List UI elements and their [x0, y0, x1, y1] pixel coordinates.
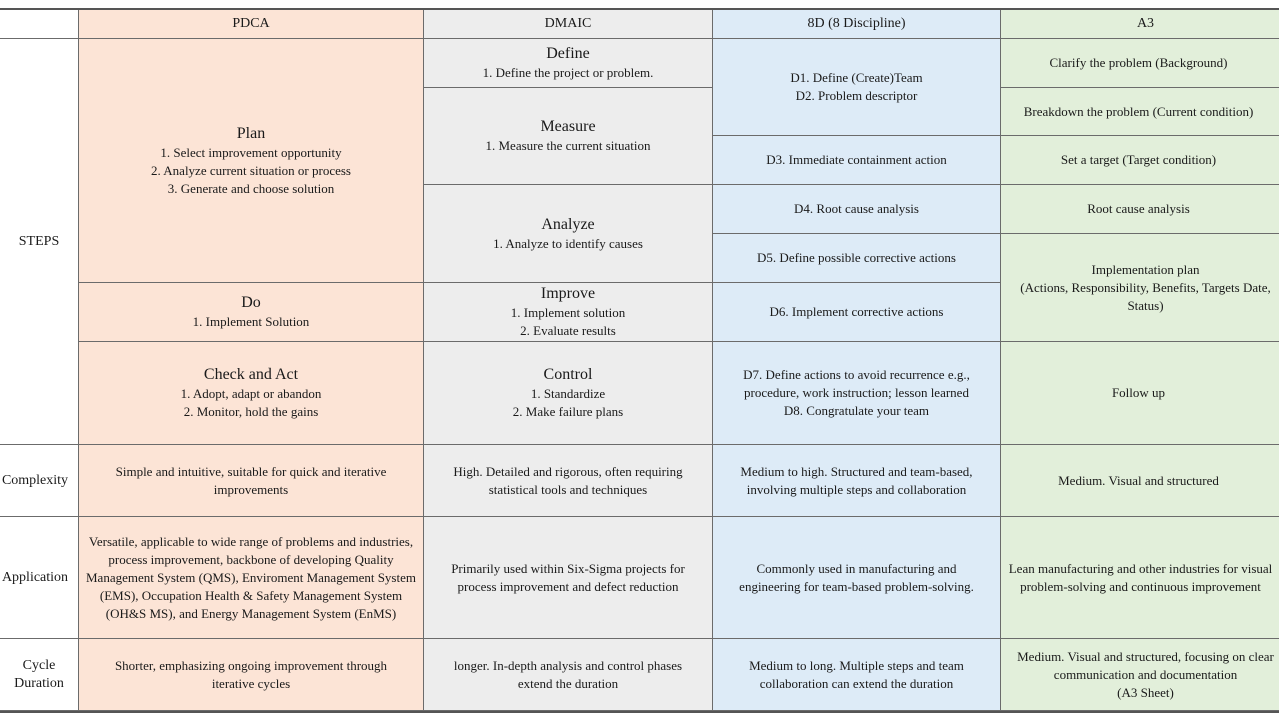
d8-d8: D8. Congratulate your team — [783, 403, 930, 418]
a3-implementation-detail: (Actions, Responsibility, Benefits, Targets Date, Status) — [1020, 279, 1271, 313]
d8-complexity: Medium to high. Structured and team-based, involving multiple steps and collaboration — [713, 445, 1001, 517]
dmaic-define — [424, 39, 713, 88]
header-corner — [0, 10, 79, 39]
d8-cycle-duration: Medium to long. Multiple steps and team collaboration can extend the duration — [713, 639, 1001, 711]
header-8d: 8D (8 Discipline) — [713, 10, 1001, 39]
pdca-check-act — [79, 342, 424, 445]
dmaic-improve — [424, 283, 713, 342]
a3-follow-up: Follow up — [1001, 342, 1279, 445]
a3-target: Set a target (Target condition) — [1001, 136, 1279, 185]
d8-d4: D4. Root cause analysis — [713, 185, 1001, 234]
dmaic-define-item: 1. Define the project or problem. — [482, 65, 654, 80]
d8-d5: D5. Define possible corrective actions — [713, 234, 1001, 283]
pdca-plan-item: 1. Select improvement opportunity — [160, 144, 342, 160]
pdca-check-item: 1. Adopt, adapt or abandon — [180, 386, 322, 401]
row-label-complexity: Complexity — [0, 445, 79, 517]
pdca-check-title: Check and Act — [203, 366, 299, 383]
pdca-check-item: 2. Monitor, hold the gains — [183, 404, 319, 419]
a3-root-cause: Root cause analysis — [1001, 185, 1279, 234]
a3-breakdown: Breakdown the problem (Current condition) — [1001, 88, 1279, 136]
pdca-plan — [79, 39, 424, 283]
a3-complexity: Medium. Visual and structured — [1001, 445, 1279, 517]
dmaic-cycle-duration: longer. In-depth analysis and control phases extend the duration — [424, 639, 713, 711]
a3-cycle-sheet: (A3 Sheet) — [1117, 684, 1174, 700]
d8-d6: D6. Implement corrective actions — [713, 283, 1001, 342]
dmaic-analyze — [424, 185, 713, 283]
row-label-cycle-duration — [0, 639, 79, 711]
row-label-cycle: Cycle — [22, 657, 56, 673]
a3-cycle-duration — [1001, 639, 1279, 711]
pdca-cycle-duration: Shorter, emphasizing ongoing improvement through iterative cycles — [79, 639, 424, 711]
dmaic-control — [424, 342, 713, 445]
dmaic-complexity: High. Detailed and rigorous, often requiring statistical tools and techniques — [424, 445, 713, 517]
dmaic-measure-item: 1. Measure the current situation — [485, 138, 651, 153]
a3-clarify: Clarify the problem (Background) — [1001, 39, 1279, 88]
dmaic-measure-title: Measure — [540, 118, 596, 135]
d8-application: Commonly used in manufacturing and engineering for team-based problem-solving. — [713, 517, 1001, 639]
a3-application: Lean manufacturing and other industries for visual problem-solving and continuous improvement — [1001, 517, 1279, 639]
pdca-do-item: 1. Implement Solution — [192, 314, 310, 329]
pdca-plan-item: 3. Generate and choose solution — [167, 180, 335, 196]
dmaic-measure — [424, 88, 713, 185]
pdca-application: Versatile, applicable to wide range of problems and industries, process improvement, backbone of developing Quality Management System (QMS), Enviroment Management System (EMS), Occupation Health & Safety Management System (OH&S MS), and Energy Management System (EnMS) — [79, 517, 424, 639]
header-pdca: PDCA — [79, 10, 424, 39]
table-bottom-border — [0, 711, 1279, 713]
pdca-do-title: Do — [241, 294, 261, 311]
a3-cycle-text: Medium. Visual and structured, focusing on clear communication and documentation — [1017, 648, 1274, 682]
row-label-duration: Duration — [14, 675, 64, 691]
d8-d7-d8 — [713, 342, 1001, 445]
header-dmaic: DMAIC — [424, 10, 713, 39]
d8-d1: D1. Define (Create)Team — [790, 70, 923, 85]
d8-d2: D2. Problem descriptor — [795, 88, 918, 103]
d8-d7: D7. Define actions to avoid recurrence e.g., procedure, work instruction; lesson learned — [743, 367, 970, 400]
a3-implementation-plan — [1001, 234, 1279, 342]
pdca-complexity: Simple and intuitive, suitable for quick and iterative improvements — [79, 445, 424, 517]
d8-d1-d2 — [713, 39, 1001, 136]
dmaic-application: Primarily used within Six-Sigma projects for process improvement and defect reduction — [424, 517, 713, 639]
a3-implementation-title: Implementation plan — [1091, 261, 1200, 277]
header-a3: A3 — [1001, 10, 1279, 39]
d8-d3: D3. Immediate containment action — [713, 136, 1001, 185]
row-label-application: Application — [0, 517, 79, 639]
pdca-plan-item: 2. Analyze current situation or process — [151, 162, 351, 178]
dmaic-analyze-item: 1. Analyze to identify causes — [493, 235, 643, 251]
dmaic-improve-title: Improve — [540, 285, 596, 302]
dmaic-control-item: 1. Standardize — [530, 386, 606, 401]
dmaic-control-title: Control — [543, 366, 593, 383]
pdca-plan-title: Plan — [236, 124, 266, 142]
dmaic-improve-item: 1. Implement solution — [510, 305, 626, 320]
dmaic-improve-item: 2. Evaluate results — [520, 323, 616, 338]
dmaic-define-title: Define — [546, 45, 590, 62]
dmaic-analyze-title: Analyze — [541, 215, 595, 233]
dmaic-control-item: 2. Make failure plans — [512, 404, 624, 419]
row-label-steps: STEPS — [0, 39, 79, 445]
pdca-do — [79, 283, 424, 342]
